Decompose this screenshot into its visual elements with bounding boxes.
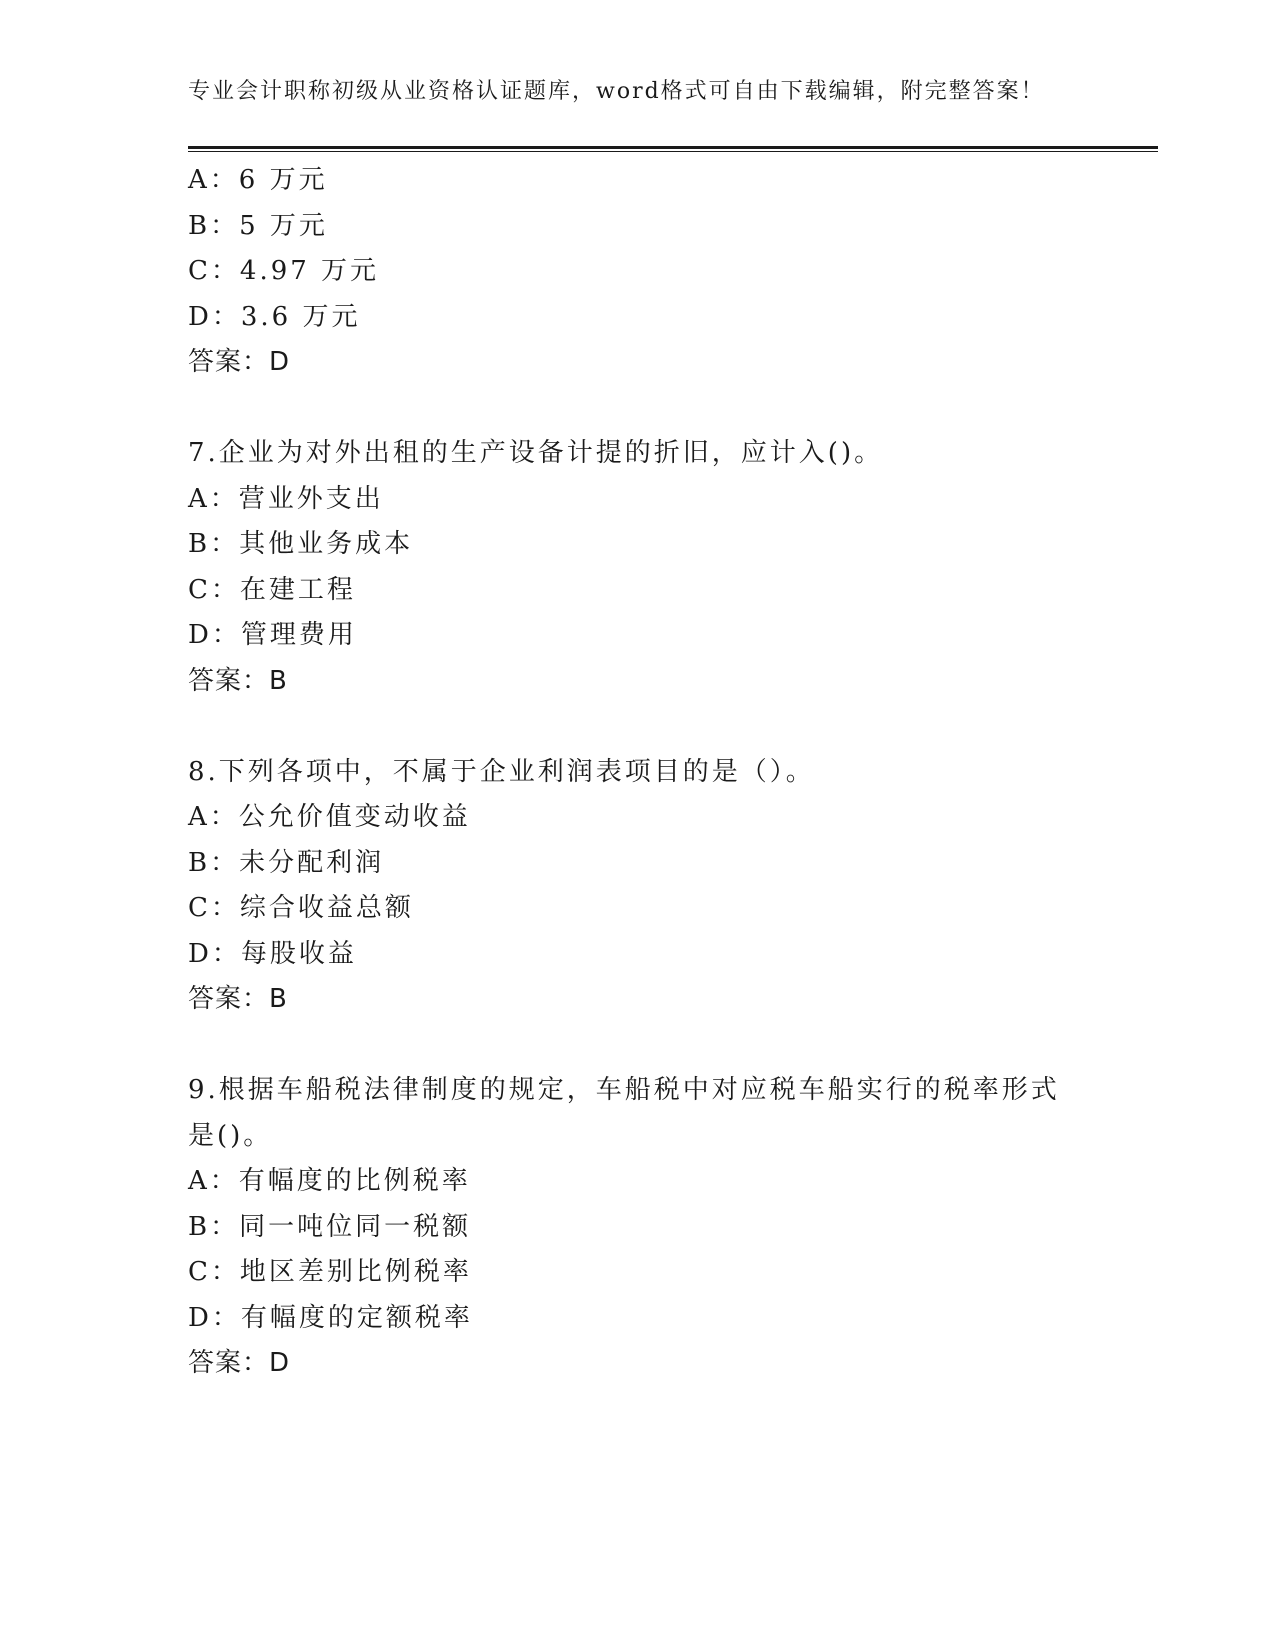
option-label: D： — [188, 301, 241, 332]
option-text: 每股收益 — [240, 938, 357, 969]
option-label: D： — [188, 620, 241, 650]
question-block-8 — [188, 750, 1148, 1023]
option-label: C： — [188, 1257, 240, 1287]
option-label: D： — [188, 1302, 241, 1333]
option-d — [188, 1296, 1148, 1342]
spacer — [188, 386, 1148, 432]
option-text: 综合收益总额 — [239, 893, 414, 923]
option-b — [188, 841, 1148, 887]
option-text: 同一吨位同一税额 — [239, 1211, 472, 1242]
question-title-line-2: 是()。 — [188, 1120, 273, 1151]
option-b — [188, 204, 1148, 250]
option-a — [188, 477, 1148, 523]
option-label: C： — [188, 256, 240, 286]
option-text: 公允价值变动收益 — [238, 802, 471, 832]
option-c — [188, 249, 1148, 295]
answer-line: 答案：D — [188, 1348, 291, 1378]
option-b — [188, 522, 1148, 568]
page-header: 专业会计职称初级从业资格认证题库，word格式可自由下载编辑，附完整答案！ — [188, 79, 1045, 104]
option-label: B： — [188, 529, 240, 559]
spacer — [188, 1023, 1148, 1069]
option-text: 在建工程 — [239, 574, 356, 605]
option-text: 营业外支出 — [238, 483, 384, 514]
answer-line: 答案：B — [188, 665, 288, 696]
question-content — [188, 158, 1148, 1387]
option-label: A： — [188, 483, 239, 514]
option-label: C： — [188, 574, 240, 605]
option-label: B： — [188, 1211, 240, 1242]
option-label: D： — [188, 938, 241, 969]
option-d — [188, 613, 1148, 659]
option-text: 4.97 万元 — [239, 256, 380, 286]
option-label: A： — [188, 1166, 239, 1196]
question-block-9 — [188, 1068, 1148, 1387]
option-d — [188, 295, 1148, 341]
option-text: 5 万元 — [239, 210, 328, 241]
answer-line: 答案：B — [188, 984, 288, 1014]
option-text: 地区差别比例税率 — [239, 1257, 472, 1287]
option-text: 6 万元 — [238, 165, 328, 195]
question-block-7 — [188, 431, 1148, 704]
option-a — [188, 158, 1148, 204]
option-a — [188, 1159, 1148, 1205]
question-title: 7.企业为对外出租的生产设备计提的折旧，应计入()。 — [188, 438, 884, 468]
option-text: 其他业务成本 — [239, 529, 414, 559]
option-c — [188, 1250, 1148, 1296]
option-d — [188, 932, 1148, 978]
option-text: 有幅度的比例税率 — [238, 1166, 471, 1196]
option-text: 有幅度的定额税率 — [240, 1302, 473, 1333]
spacer — [188, 704, 1148, 750]
question-title: 8.下列各项中，不属于企业利润表项目的是（）。 — [188, 756, 815, 787]
option-text: 未分配利润 — [239, 847, 385, 878]
option-label: B： — [188, 210, 240, 241]
header-divider — [188, 146, 1158, 152]
option-label: A： — [188, 165, 239, 195]
question-block-6 — [188, 158, 1148, 386]
option-b — [188, 1205, 1148, 1251]
question-title-line-1: 9.根据车船税法律制度的规定，车船税中对应税车船实行的税率形式 — [188, 1075, 1060, 1105]
option-c — [188, 886, 1148, 932]
option-label: C： — [188, 893, 240, 923]
option-c — [188, 568, 1148, 614]
option-text: 管理费用 — [240, 620, 357, 650]
answer-line: 答案：D — [188, 347, 291, 377]
option-text: 3.6 万元 — [240, 301, 361, 332]
option-a — [188, 795, 1148, 841]
option-label: A： — [188, 802, 239, 832]
option-label: B： — [188, 847, 240, 878]
